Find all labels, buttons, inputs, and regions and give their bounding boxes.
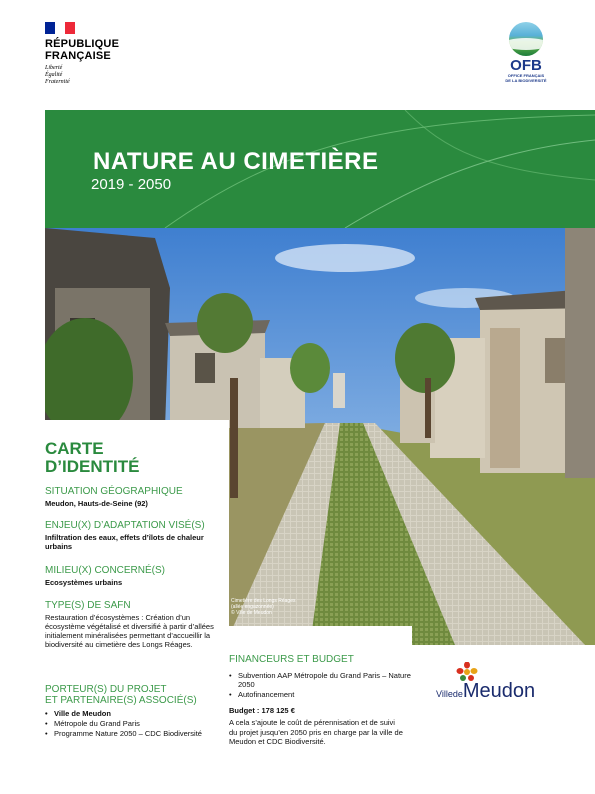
partners-heading-line1: PORTEUR(S) DU PROJET — [45, 684, 167, 695]
photo-caption — [231, 598, 295, 616]
partners-list — [45, 709, 229, 738]
french-flag-icon — [45, 22, 75, 34]
ofb-emblem-icon — [509, 22, 543, 56]
partners-heading-line2: ET PARTENAIRE(S) ASSOCIÉ(S) — [45, 695, 197, 706]
ofb-acronym: OFB — [510, 57, 542, 74]
funding-box — [218, 626, 412, 794]
card-title — [45, 440, 139, 476]
caption-line3: © Ville de Meudon — [231, 610, 272, 616]
location-heading: SITUATION GÉOGRAPHIQUE — [45, 486, 183, 497]
location-value: Meudon, Hauts-de-Seine (92) — [45, 499, 148, 508]
meudon-ville: Ville — [436, 689, 453, 699]
motto-fraternite: Fraternité — [45, 79, 70, 85]
page-title: NATURE AU CIMETIÈRE — [93, 148, 379, 175]
environment-heading: MILIEU(X) CONCERNÉ(S) — [45, 565, 166, 576]
environment-section — [45, 565, 229, 587]
safn-type-section — [45, 600, 229, 649]
republique-line1: RÉPUBLIQUE — [45, 38, 120, 50]
project-years: 2019 - 2050 — [91, 176, 172, 193]
meudon-wordmark — [436, 680, 535, 703]
issues-heading: ENJEU(X) D’ADAPTATION VISÉ(S) — [45, 520, 205, 531]
republique-francaise-logo — [45, 22, 119, 86]
funding-list — [229, 671, 418, 700]
republique-line2: FRANÇAISE — [45, 50, 111, 62]
funding-note: A cela s’ajoute le coût de pérennisation et de suivi du projet jusqu’en 2050 pris en charge par la ville de Meudon et CDC Biodiversité. — [229, 718, 403, 746]
meudon-name: Meudon — [462, 680, 536, 702]
list-item: • Ville de Meudon — [54, 709, 229, 718]
safn-type-value: Restauration d’écosystèmes : Création d’un écosystème végétalisé et diversifié à partir d’allées initialement minéralisées permettant d’accueillir la biodiversité au cimetière des Longs Réages. — [45, 613, 214, 649]
meudon-flower-icon — [456, 662, 478, 682]
caption-line1: Cimetière des Longs Réages — [231, 598, 296, 604]
budget-value: Budget : 178 125 € — [229, 706, 295, 715]
safn-type-heading: TYPE(S) DE SAFN — [45, 600, 131, 611]
list-item: • Autofinancement — [238, 690, 418, 699]
ofb-full-line2: DE LA BIODIVERSITÉ — [505, 78, 547, 83]
card-title-line2: D’IDENTITÉ — [45, 457, 140, 476]
partners-section — [45, 684, 229, 739]
environment-value: Ecosystèmes urbains — [45, 578, 123, 587]
card-title-line1: CARTE — [45, 439, 104, 458]
caption-line2: (allée engazonnée) — [231, 604, 274, 610]
motto-egalite: Égalité — [45, 72, 63, 78]
ofb-full-line1: OFFICE FRANÇAIS — [507, 73, 545, 78]
motto-liberte: Liberté — [45, 65, 63, 71]
list-item: • Subvention AAP Métropole du Grand Paris – Nature 2050 — [238, 671, 418, 689]
republique-motto — [45, 65, 119, 86]
meudon-de: de — [452, 689, 463, 699]
ofb-logo — [498, 22, 554, 83]
funding-heading: FINANCEURS ET BUDGET — [229, 654, 354, 665]
list-item: • Métropole du Grand Paris — [54, 719, 229, 728]
title-banner — [45, 110, 595, 228]
identity-card — [45, 420, 229, 794]
issues-value: Infiltration des eaux, effets d’îlots de chaleur urbains — [45, 533, 204, 551]
issues-section — [45, 520, 229, 551]
list-item: • Programme Nature 2050 – CDC Biodiversité — [54, 729, 229, 738]
location-section — [45, 486, 229, 508]
header — [0, 0, 595, 110]
ville-de-meudon-logo — [436, 660, 556, 710]
